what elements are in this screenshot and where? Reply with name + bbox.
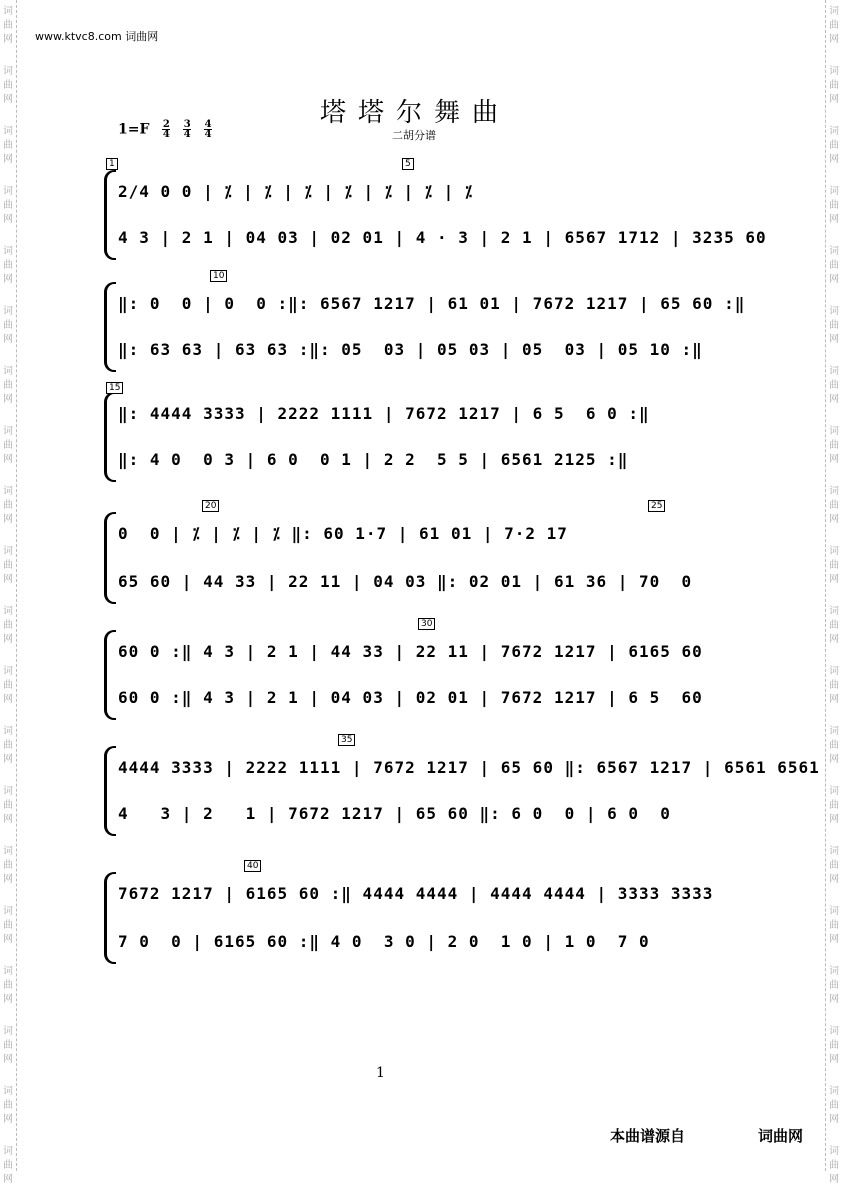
upper-part [118, 872, 742, 916]
watermark-glyph: 词 [3, 66, 13, 77]
watermark-glyph: 词 [3, 786, 13, 797]
score-system-1 [104, 159, 767, 260]
watermark-glyph: 曲 [829, 620, 839, 631]
upper-part [118, 392, 742, 436]
watermark-glyph: 词 [3, 6, 13, 17]
page-number: 1 [376, 1065, 385, 1081]
lower-part-notation: 60 0 :‖ 4 3 | 2 1 | 04 03 | 02 01 | 7672 1217 | 6 5 60 [118, 688, 703, 707]
upper-part-notation: ‖: 0 0 | 0 0 :‖: 6567 1217 | 61 01 | 7672 1217 | 65 60 :‖ [118, 294, 746, 313]
upper-part [118, 630, 742, 674]
upper-part [118, 746, 820, 790]
score-system-6 [104, 735, 820, 836]
watermark-glyph: 词 [3, 546, 13, 557]
measure-number: 1 [106, 158, 118, 170]
upper-part-notation: 2/4 0 0 | ⁒ | ⁒ | ⁒ | ⁒ | ⁒ | ⁒ | ⁒ [118, 182, 474, 201]
watermark-glyph: 词 [3, 426, 13, 437]
watermark-glyph: 曲 [3, 800, 13, 811]
watermark-glyph: 曲 [3, 440, 13, 451]
system-brace [104, 872, 116, 964]
watermark-glyph: 曲 [829, 1160, 839, 1171]
watermark-glyph: 词 [829, 126, 839, 137]
watermark-glyph: 词 [829, 726, 839, 737]
watermark-glyph: 网 [3, 34, 13, 45]
measure-number: 35 [338, 734, 355, 746]
watermark-glyph: 网 [829, 94, 839, 105]
watermark-glyph: 网 [3, 994, 13, 1005]
watermark-glyph: 网 [829, 1054, 839, 1065]
watermark-glyph: 词 [3, 726, 13, 737]
watermark-glyph: 网 [829, 214, 839, 225]
watermark-glyph: 曲 [829, 440, 839, 451]
watermark-glyph: 曲 [829, 980, 839, 991]
watermark-glyph: 网 [3, 274, 13, 285]
upper-part-notation: 4444 3333 | 2222 1111 | 7672 1217 | 65 60 ‖: 6567 1217 | 6561 6561 [118, 758, 820, 777]
watermark-glyph: 曲 [3, 140, 13, 151]
key-and-time-signatures [118, 120, 212, 139]
watermark-glyph: 网 [829, 394, 839, 405]
score-title: 塔塔尔舞曲 [320, 98, 511, 128]
watermark-glyph: 曲 [3, 980, 13, 991]
upper-part-notation: 0 0 | ⁒ | ⁒ | ⁒ ‖: 60 1·7 | 61 01 | 7·2 17 [118, 524, 568, 543]
lower-part [118, 438, 742, 482]
watermark-glyph: 网 [3, 1054, 13, 1065]
watermark-glyph: 词 [829, 66, 839, 77]
measure-number: 30 [418, 618, 435, 630]
upper-part-notation: 7672 1217 | 6165 60 :‖ 4444 4444 | 4444 4444 | 3333 3333 [118, 884, 714, 903]
watermark-glyph: 曲 [3, 680, 13, 691]
score-system-4 [104, 501, 742, 604]
watermark-glyph: 曲 [829, 200, 839, 211]
watermark-glyph: 曲 [829, 800, 839, 811]
watermark-glyph: 曲 [829, 740, 839, 751]
watermark-glyph: 曲 [3, 1040, 13, 1051]
watermark-glyph: 曲 [3, 200, 13, 211]
watermark-glyph: 曲 [3, 320, 13, 331]
lower-part-notation: 4 3 | 2 1 | 04 03 | 02 01 | 4 · 3 | 2 1 | 6567 1712 | 3235 60 [118, 228, 767, 247]
watermark-glyph: 网 [3, 754, 13, 765]
system-brace [104, 392, 116, 482]
watermark-glyph: 网 [3, 1114, 13, 1125]
watermark-glyph: 词 [829, 786, 839, 797]
watermark-glyph: 曲 [829, 1100, 839, 1111]
watermark-glyph: 词 [3, 306, 13, 317]
watermark-glyph: 曲 [829, 560, 839, 571]
measure-number: 20 [202, 500, 219, 512]
lower-part [118, 792, 742, 836]
footer-site-link[interactable]: 词曲网 [758, 1127, 804, 1145]
watermark-glyph: 曲 [3, 1160, 13, 1171]
upper-part [118, 512, 742, 556]
watermark-glyph: 词 [3, 1146, 13, 1157]
measure-number: 10 [210, 270, 227, 282]
watermark-glyph: 网 [3, 814, 13, 825]
watermark-glyph: 词 [829, 246, 839, 257]
watermark-glyph: 网 [3, 574, 13, 585]
system-brace [104, 630, 116, 720]
lower-part-notation: 4 3 | 2 1 | 7672 1217 | 65 60 ‖: 6 0 0 | 6 0 0 [118, 804, 671, 823]
score-system-2 [104, 271, 746, 372]
watermark-glyph: 曲 [829, 920, 839, 931]
footer-source-label: 本曲谱源自 [610, 1127, 686, 1145]
lower-part [118, 920, 742, 964]
score-system-3 [104, 383, 742, 482]
system-brace [104, 282, 116, 372]
watermark-glyph: 词 [3, 666, 13, 677]
watermark-glyph: 曲 [829, 1040, 839, 1051]
watermark-glyph: 曲 [3, 1100, 13, 1111]
site-url[interactable]: www.ktvc8.com 词曲网 [35, 30, 159, 43]
watermark-glyph: 词 [3, 1086, 13, 1097]
watermark-glyph: 曲 [829, 500, 839, 511]
watermark-glyph: 词 [829, 306, 839, 317]
watermark-glyph: 网 [3, 334, 13, 345]
watermark-glyph: 网 [3, 874, 13, 885]
watermark-glyph: 网 [829, 334, 839, 345]
watermark-glyph: 词 [829, 1146, 839, 1157]
watermark-glyph: 词 [3, 606, 13, 617]
watermark-glyph: 曲 [3, 620, 13, 631]
watermark-glyph: 网 [829, 934, 839, 945]
watermark-glyph: 曲 [829, 320, 839, 331]
watermark-glyph: 网 [829, 514, 839, 525]
watermark-glyph: 网 [829, 154, 839, 165]
watermark-glyph: 词 [3, 366, 13, 377]
watermark-glyph: 曲 [3, 380, 13, 391]
watermark-glyph: 词 [829, 6, 839, 17]
watermark-glyph: 词 [829, 846, 839, 857]
watermark-glyph: 网 [3, 634, 13, 645]
watermark-glyph: 网 [829, 754, 839, 765]
watermark-glyph: 词 [3, 486, 13, 497]
measure-number: 40 [244, 860, 261, 872]
system-brace [104, 170, 116, 260]
watermark-glyph: 词 [3, 906, 13, 917]
watermark-glyph: 曲 [829, 260, 839, 271]
lower-part-notation: ‖: 63 63 | 63 63 :‖: 05 03 | 05 03 | 05 03 | 05 10 :‖ [118, 340, 703, 359]
lower-part-notation: ‖: 4 0 0 3 | 6 0 0 1 | 2 2 5 5 | 6561 2125 :‖ [118, 450, 629, 469]
watermark-glyph: 词 [829, 366, 839, 377]
watermark-glyph: 网 [3, 394, 13, 405]
lower-part [118, 676, 742, 720]
watermark-glyph: 网 [829, 574, 839, 585]
watermark-glyph: 网 [829, 874, 839, 885]
watermark-glyph: 网 [3, 694, 13, 705]
watermark-glyph: 曲 [3, 500, 13, 511]
time-signature-3: $\frac{4}{4}$ [204, 119, 212, 140]
measure-number: 25 [648, 500, 665, 512]
watermark-glyph: 词 [3, 126, 13, 137]
watermark-glyph: 网 [3, 514, 13, 525]
watermark-glyph: 曲 [829, 860, 839, 871]
watermark-glyph: 词 [3, 846, 13, 857]
watermark-glyph: 曲 [3, 20, 13, 31]
watermark-glyph: 曲 [3, 860, 13, 871]
lower-part [118, 216, 767, 260]
measure-number: 5 [402, 158, 414, 170]
watermark-glyph: 词 [829, 666, 839, 677]
watermark-glyph: 曲 [3, 560, 13, 571]
watermark-glyph: 网 [829, 694, 839, 705]
watermark-glyph: 词 [3, 246, 13, 257]
upper-part [118, 170, 742, 214]
watermark-glyph: 词 [3, 1026, 13, 1037]
watermark-glyph: 网 [829, 34, 839, 45]
watermark-glyph: 词 [829, 486, 839, 497]
watermark-glyph: 词 [829, 186, 839, 197]
watermark-glyph: 词 [829, 1086, 839, 1097]
watermark-glyph: 曲 [829, 140, 839, 151]
lower-part [118, 328, 742, 372]
watermark-glyph: 网 [3, 454, 13, 465]
watermark-glyph: 网 [829, 634, 839, 645]
watermark-glyph: 网 [829, 994, 839, 1005]
watermark-glyph: 网 [829, 274, 839, 285]
watermark-glyph: 网 [829, 1114, 839, 1125]
watermark-glyph: 词 [3, 186, 13, 197]
watermark-glyph: 词 [829, 606, 839, 617]
watermark-glyph: 词 [829, 426, 839, 437]
time-signature-1: $\frac{2}{4}$ [162, 119, 170, 140]
upper-part [118, 282, 746, 326]
upper-part-notation: ‖: 4444 3333 | 2222 1111 | 7672 1217 | 6 5 6 0 :‖ [118, 404, 650, 423]
lower-part-notation: 7 0 0 | 6165 60 :‖ 4 0 3 0 | 2 0 1 0 | 1 0 7 0 [118, 932, 650, 951]
watermark-glyph: 网 [3, 1174, 13, 1185]
score-system-7 [104, 861, 742, 964]
time-signature-2: $\frac{3}{4}$ [183, 119, 191, 140]
upper-part-notation: 60 0 :‖ 4 3 | 2 1 | 44 33 | 22 11 | 7672 1217 | 6165 60 [118, 642, 703, 661]
watermark-glyph: 网 [829, 1174, 839, 1185]
watermark-glyph: 曲 [3, 920, 13, 931]
watermark-glyph: 曲 [829, 80, 839, 91]
watermark-glyph: 网 [3, 94, 13, 105]
lower-part-notation: 65 60 | 44 33 | 22 11 | 04 03 ‖: 02 01 | 61 36 | 70 0 [118, 572, 693, 591]
lower-part [118, 560, 742, 604]
watermark-glyph: 网 [3, 154, 13, 165]
watermark-glyph: 曲 [829, 680, 839, 691]
watermark-glyph: 词 [829, 966, 839, 977]
watermark-glyph: 词 [829, 546, 839, 557]
watermark-glyph: 网 [3, 934, 13, 945]
watermark-glyph: 词 [829, 906, 839, 917]
watermark-glyph: 词 [3, 966, 13, 977]
watermark-glyph: 曲 [3, 80, 13, 91]
watermark-glyph: 曲 [829, 380, 839, 391]
score-system-5 [104, 619, 742, 720]
watermark-glyph: 曲 [3, 260, 13, 271]
watermark-glyph: 网 [3, 214, 13, 225]
measure-number: 15 [106, 382, 123, 394]
system-brace [104, 512, 116, 604]
system-brace [104, 746, 116, 836]
score-subtitle: 二胡分谱 [392, 129, 436, 142]
watermark-glyph: 曲 [829, 20, 839, 31]
key-signature: 1=F [118, 121, 150, 138]
watermark-glyph: 网 [829, 814, 839, 825]
watermark-glyph: 词 [829, 1026, 839, 1037]
watermark-glyph: 曲 [3, 740, 13, 751]
watermark-glyph: 网 [829, 454, 839, 465]
